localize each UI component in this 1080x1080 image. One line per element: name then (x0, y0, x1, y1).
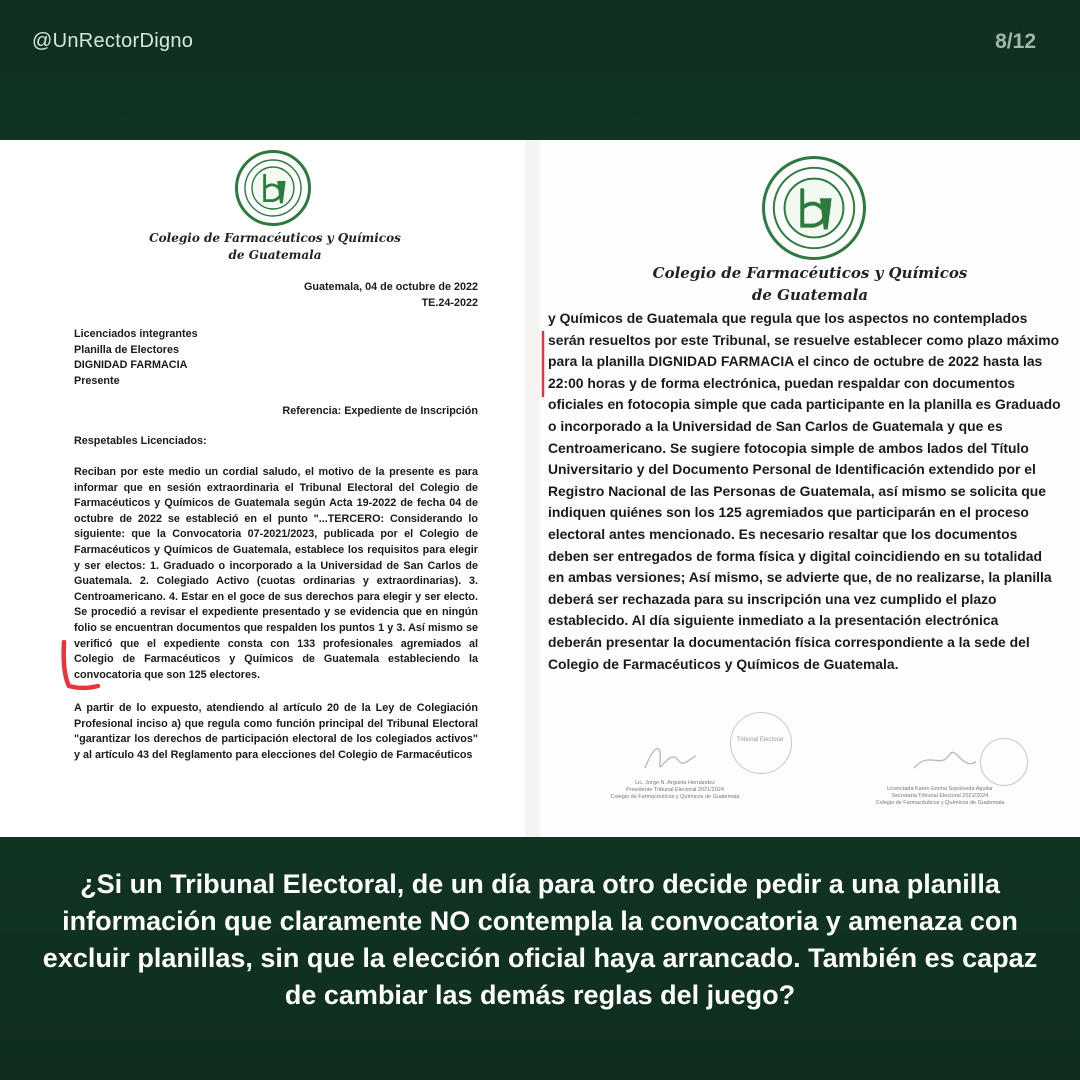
letter-line: oficiales en fotocopia simple que cada participante en la planilla es Graduado (548, 396, 1061, 413)
letter-line: Colegio de Farmacéuticos y Químicos de Guatemala. (548, 655, 899, 672)
tribunal-stamp-icon (730, 712, 792, 774)
letter-reference-code: TE.24-2022 (421, 297, 478, 309)
signature-line: Colegio de Farmacéuticos y Químicos de Guatemala (875, 800, 1005, 806)
college-name-line2: de Guatemala (751, 286, 869, 304)
letter-line: establecido. Al día siguiente inmediato a la presentación electrónica (548, 612, 999, 629)
letter-line: para la planilla DIGNIDAD FARMACIA el cinco de octubre de 2022 hasta las (548, 353, 1043, 370)
tribunal-stamp-icon (980, 738, 1028, 786)
recipient-line: Licenciados integrantes (74, 328, 198, 340)
recipient-line: Planilla de Electores (74, 343, 180, 356)
college-name-line1: Colegio de Farmacéuticos y Químicos (149, 231, 401, 245)
signature-left (580, 780, 770, 801)
letter-line: Registro Nacional de las Personas de Guatemala, así mismo se solicita que (548, 482, 1046, 499)
document-page-left (0, 140, 525, 837)
letter-line: deberán presentar la documentación física correspondiente a la sede del (548, 633, 1030, 650)
document-page-right (540, 140, 1080, 837)
letter-body: Reciban por este medio un cordial saludo, el motivo de la presente es para informar que en sesión extraordinaria el Tribunal Electoral del Colegio de Farmacéuticos y Químicos de Guatemala según Acta 19-2022 de fecha 04 de octubre de 2022 se estableció en el punto "...TERCERO: Considerando lo siguiente: que la Convocatoria 07-2021/2023, publicada por el Colegio de Farmacéuticos y Químicos de Guatemala, establece los requisitos para elegir y ser electos: 1. Graduado o incorporado a la Universidad de San Carlos de Guatemala. 2. Colegiado Activo (cuotas ordinarias y extraordinarias). 3. Centroamericano. 4. Estar en el goce de sus derechos para elegir y ser electo. Se procedió a revisar el expediente presentado y se evidencia que en ningún folio se encuentran documentos que respalden los puntos 1 y 3. Así mismo se verificó que el expediente consta con 133 profesionales agremiados al Colegio de Farmacéuticos y Químicos de Guatemala estableciendo la convocatoria que son 125 electores. (74, 466, 478, 681)
question-caption: ¿Si un Tribunal Electoral, de un día para otro decide pedir a una planilla información que claramente NO contempla la convocatoria y amenaza con excluir planillas, sin que la elección oficial haya arrancado. También es capaz de cambiar las demás reglas del juego? (42, 869, 1038, 1010)
signature-line: Secretaria Tribunal Electoral 2021/2024 (891, 793, 989, 799)
top-bar (0, 0, 1080, 140)
signature-icon (640, 738, 700, 778)
signature-line: Colegio de Farmacéuticos y Químicos de Guatemala (610, 794, 740, 800)
signature-line: Presidente Tribunal Electoral 2021/2024 (626, 787, 724, 793)
letter-subject: Referencia: Expediente de Inscripción (282, 405, 478, 417)
college-name-line2: de Guatemala (228, 248, 322, 262)
signature-line: Licenciada Karen Emma Sepúlveda Aguilar (887, 786, 993, 792)
letter-line: o incorporado a la Universidad de San Carlos de Guatemala y que es (548, 417, 1003, 434)
letter-line: Universitario y del Documento Personal de Identificación extendido por el (548, 461, 1036, 478)
letter-line: indiquen quiénes son los 125 agremiados que participarán en el proceso (548, 504, 1029, 521)
signature-icon (910, 740, 980, 780)
red-highlight-mark (540, 330, 548, 398)
letter-recipient (74, 327, 478, 389)
college-seal-icon (762, 156, 866, 260)
letter-body-continued: A partir de lo expuesto, atendiendo al artículo 20 de la Ley de Colegiación Profesional inciso a) que regula como función principal del Tribunal Electoral "garantizar los derechos de participación electoral de los colegiados activos" y al artículo 43 del Reglamento para elecciones del Colegio de Farmacéuticos (74, 702, 478, 761)
signature-right (860, 786, 1020, 807)
letter-line: en ambas versiones; Así mismo, se advierte que, de no realizarse, la planilla (548, 569, 1052, 586)
letter-body (548, 308, 1080, 675)
signature-line: Lic. Jorge N. Argueta Hernández (635, 780, 715, 786)
letter-greeting: Respetables Licenciados: (74, 435, 207, 447)
page-indicator: 8/12 (995, 30, 1036, 53)
recipient-line: Presente (74, 374, 120, 387)
account-handle: @UnRectorDigno (32, 30, 194, 52)
college-name-line1: Colegio de Farmacéuticos y Químicos (652, 264, 968, 282)
letter-line: 22:00 horas y de forma electrónica, puedan respaldar con documentos (548, 374, 1016, 391)
stamp-label: Tribunal Electoral (736, 737, 784, 743)
letter-line: deberá ser rechazada para su inscripción una vez cumplido el plazo (548, 590, 997, 607)
college-name (600, 262, 1020, 306)
letter-date: Guatemala, 04 de octubre de 2022 (303, 281, 478, 293)
letter-line: serán resueltos por este Tribunal, se resuelve establecer como plazo máximo (548, 331, 1060, 348)
letter-line: electoral antes mencionado. Es necesario resaltar que los documentos (548, 525, 1018, 542)
letter-line: Centroamericano. Se sugiere fotocopia simple de ambos lados del Título (548, 439, 1029, 456)
letter-line: deben ser entregados de forma física y digital coincidiendo en su totalidad (548, 547, 1042, 564)
letter-line: y Químicos de Guatemala que regula que los aspectos no contemplados (548, 310, 1028, 326)
college-seal-icon (235, 150, 311, 226)
college-name (120, 230, 430, 264)
document-images (0, 140, 1080, 837)
recipient-line: DIGNIDAD FARMACIA (74, 359, 188, 372)
page-divider (525, 140, 540, 837)
